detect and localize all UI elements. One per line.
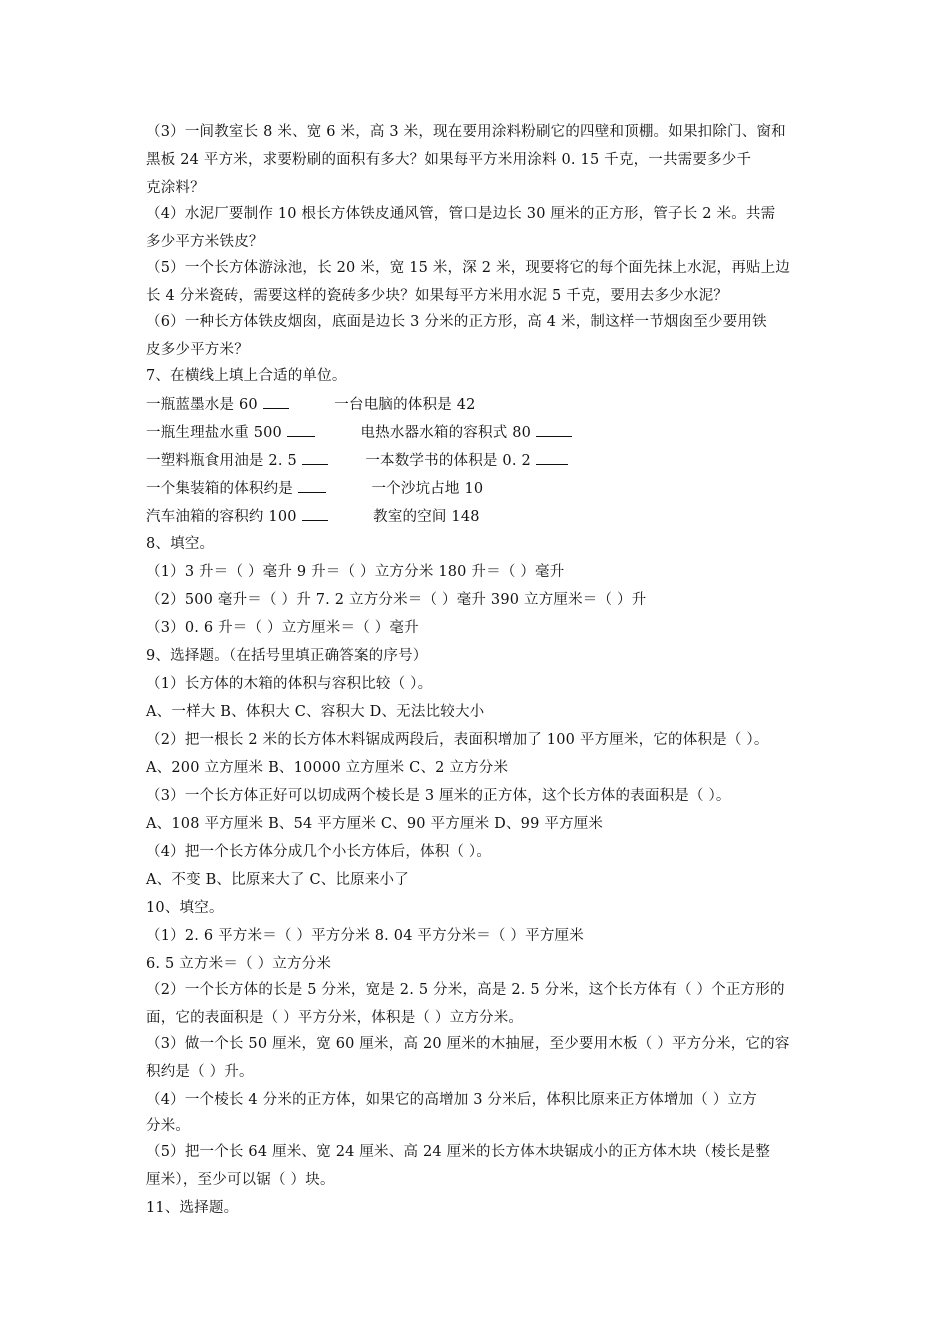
fill-item-10-1: （1）2. 6 平方米＝（ ）平方分米 8. 04 平方分米＝（ ）平方厘米 (146, 928, 584, 944)
problem-3-line-3: 克涂料？ (146, 180, 205, 196)
fill-item-10-4-line-2: 分米。 (146, 1118, 191, 1134)
fill-item-10-1-cont: 6. 5 立方米＝（ ）立方分米 (146, 956, 332, 972)
section-9-heading: 9、选择题。（在括号里填正确答案的序号） (146, 648, 428, 664)
unit-blank[interactable] (536, 450, 568, 465)
fill-item-10-2-line-1: （2）一个长方体的长是 5 分米，宽是 2. 5 分米，高是 2. 5 分米，这个长方体有（ ）个正方形的 (146, 982, 785, 998)
problem-5-line-1: （5）一个长方体游泳池，长 20 米，宽 15 米，深 2 米，现要将它的每个面先抹上水泥，再贴上边 (146, 260, 791, 276)
unit-blank[interactable] (287, 422, 315, 437)
choice-9-4-options: A、不变 B、比原来大了 C、比原来小了 (146, 872, 409, 888)
choice-9-4-question: （4）把一个长方体分成几个小长方体后，体积（ ）。 (146, 844, 492, 860)
section-8-heading: 8、填空。 (146, 536, 215, 552)
unit-item-sandpit: 一个沙坑占地 10 (371, 481, 484, 497)
problem-4-line-1: （4）水泥厂要制作 10 根长方体铁皮通风管，管口是边长 30 厘米的正方形，管子长 2 米。共需 (146, 206, 776, 222)
fill-item-8-1: （1）3 升＝（ ）毫升 9 升＝（ ）立方分米 180 升＝（ ）毫升 (146, 564, 565, 580)
unit-blank[interactable] (298, 478, 326, 493)
problem-3-line-1: （3）一间教室长 8 米、宽 6 米，高 3 米，现在要用涂料粉刷它的四壁和顶棚。如果扣除门、窗和 (146, 124, 786, 140)
choice-9-1-question: （1）长方体的木箱的体积与容积比较（ ）。 (146, 676, 433, 692)
choice-9-3-question: （3）一个长方体正好可以切成两个棱长是 3 厘米的正方体，这个长方体的表面积是（ ）。 (146, 788, 731, 804)
unit-item-computer: 一台电脑的体积是 42 (334, 397, 476, 413)
unit-item-oil: 一塑料瓶食用油是 2. 5 (146, 453, 297, 469)
unit-row-3 (146, 450, 816, 471)
unit-row-5 (146, 506, 816, 527)
problem-4-line-2: 多少平方米铁皮？ (146, 234, 264, 250)
unit-item-fuel-tank: 汽车油箱的容积约 100 (146, 509, 297, 525)
choice-9-3-options: A、108 平方厘米 B、54 平方厘米 C、90 平方厘米 D、99 平方厘米 (146, 816, 604, 832)
fill-item-10-2-line-2: 面，它的表面积是（ ）平方分米，体积是（ ）立方分米。 (146, 1010, 524, 1026)
unit-item-container: 一个集装箱的体积约是 (146, 481, 293, 497)
unit-item-ink: 一瓶蓝墨水是 60 (146, 397, 258, 413)
choice-9-1-options: A、一样大 B、体积大 C、容积大 D、无法比较大小 (146, 704, 485, 720)
unit-blank[interactable] (302, 450, 328, 465)
section-7-heading: 7、在横线上填上合适的单位。 (146, 368, 347, 384)
section-11-heading: 11、选择题。 (146, 1200, 239, 1216)
problem-6-line-1: （6）一种长方体铁皮烟囱，底面是边长 3 分米的正方形，高 4 米，制这样一节烟囱至少要用铁 (146, 314, 767, 330)
unit-blank[interactable] (536, 422, 572, 437)
unit-row-1 (146, 394, 816, 415)
fill-item-10-3-line-2: 积约是（ ）升。 (146, 1064, 254, 1080)
problem-3-line-2: 黑板 24 平方米，求要粉刷的面积有多大？如果每平方米用涂料 0. 15 千克，一共需要多少千 (146, 152, 752, 168)
section-10-heading: 10、填空。 (146, 900, 224, 916)
fill-item-10-3-line-1: （3）做一个长 50 厘米，宽 60 厘米，高 20 厘米的木抽屉，至少要用木板（ ）平方分米，它的容 (146, 1036, 790, 1052)
problem-6-line-2: 皮多少平方米？ (146, 342, 249, 358)
unit-item-saline: 一瓶生理盐水重 500 (146, 425, 282, 441)
unit-row-4 (146, 478, 816, 499)
fill-item-8-3: （3）0. 6 升＝（ ）立方厘米＝（ ）毫升 (146, 620, 419, 636)
fill-item-10-4-line-1: （4）一个棱长 4 分米的正方体，如果它的高增加 3 分米后，体积比原来正方体增加（ ）立方 (146, 1092, 757, 1108)
unit-blank[interactable] (302, 506, 328, 521)
unit-row-2 (146, 422, 816, 443)
unit-item-classroom: 教室的空间 148 (373, 509, 480, 525)
unit-blank[interactable] (263, 394, 289, 409)
problem-5-line-2: 长 4 分米瓷砖，需要这样的瓷砖多少块？如果每平方米用水泥 5 千克，要用去多少水泥？ (146, 288, 728, 304)
fill-item-10-5-line-2: 厘米），至少可以锯（ ）块。 (146, 1172, 335, 1188)
unit-item-math-book: 一本数学书的体积是 0. 2 (365, 453, 531, 469)
choice-9-2-options: A、200 立方厘米 B、10000 立方厘米 C、2 立方分米 (146, 760, 509, 776)
unit-item-water-heater: 电热水器水箱的容积式 80 (360, 425, 532, 441)
fill-item-8-2: （2）500 毫升＝（ ）升 7. 2 立方分米＝（ ）毫升 390 立方厘米＝（ ）升 (146, 592, 647, 608)
fill-item-10-5-line-1: （5）把一个长 64 厘米、宽 24 厘米、高 24 厘米的长方体木块锯成小的正方体木块（棱长是整 (146, 1144, 771, 1160)
choice-9-2-question: （2）把一根长 2 米的长方体木料锯成两段后，表面积增加了 100 平方厘米，它的体积是（ ）。 (146, 732, 769, 748)
